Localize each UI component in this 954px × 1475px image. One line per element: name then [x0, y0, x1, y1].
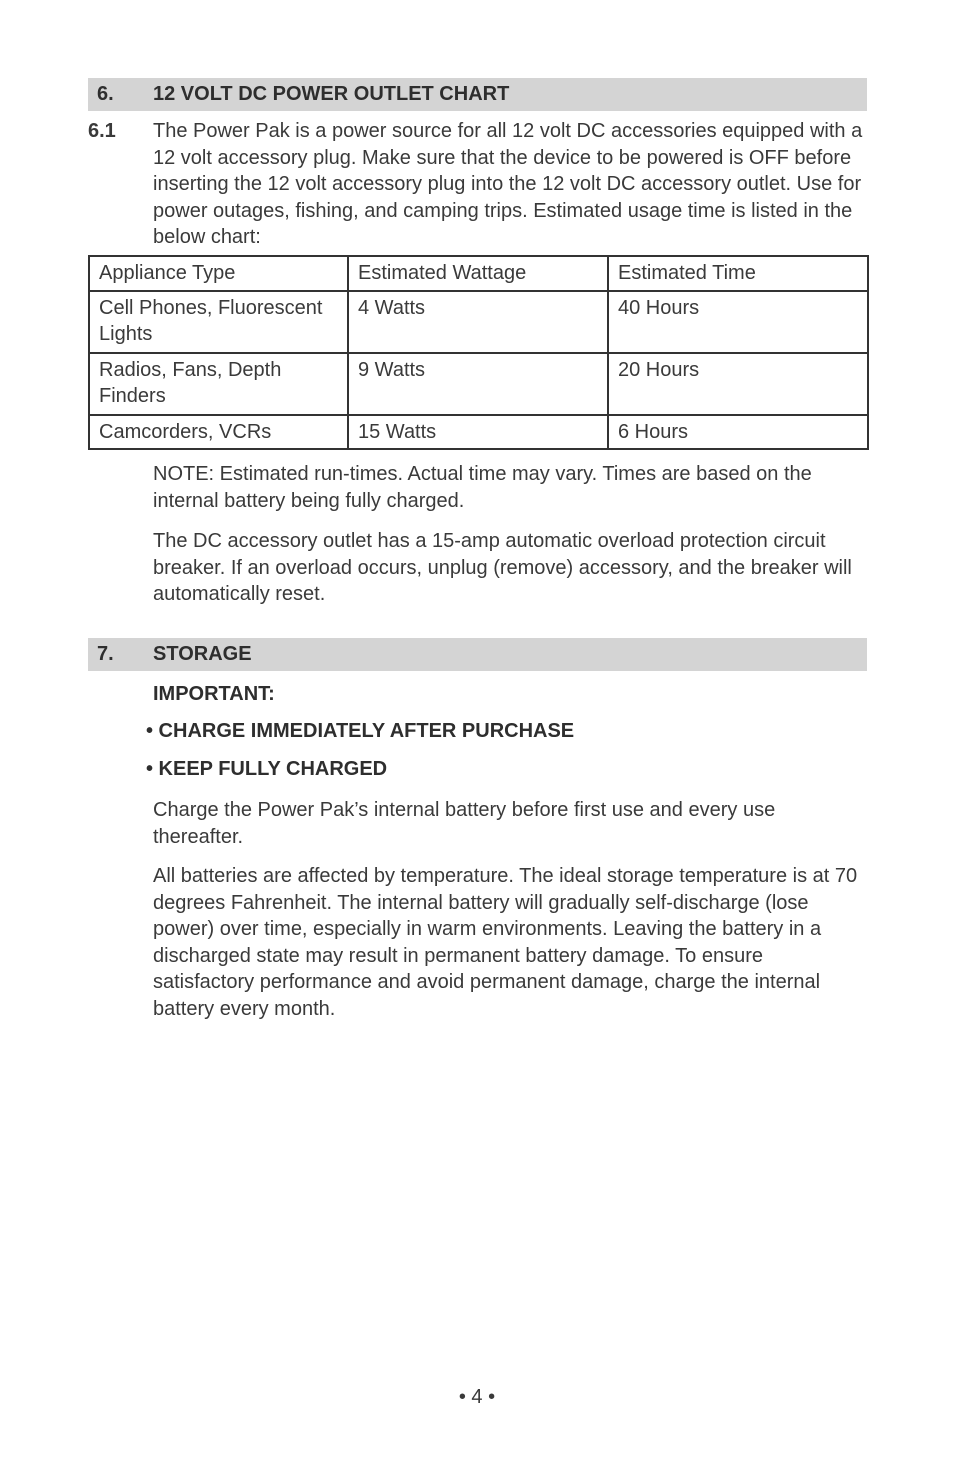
storage-paragraph-1: Charge the Power Pak’s internal battery before first use and every use thereafter.: [153, 799, 776, 848]
table-row: [89, 291, 868, 353]
table-cell-time: 40 Hours: [608, 291, 868, 353]
table-cell-time: 6 Hours: [608, 415, 868, 450]
header-estimated-time: Estimated Time: [608, 256, 868, 291]
section-6-header: [88, 78, 867, 111]
page-number: • 4 •: [458, 1386, 496, 1408]
table-cell-wattage: 9 Watts: [348, 353, 608, 415]
storage-paragraph-2: All batteries are affected by temperature. The ideal storage temperature is at 70 degrees Fahrenheit. The internal battery will gradually self-discharge (lose power) over time, especially in warm environments. Leaving the battery in a discharged state may result in permanent battery damage. To ensure satisfactory performance and avoid permanent damage, charge the internal battery every month.: [153, 865, 858, 1020]
table-cell-appliance: Radios, Fans, Depth Finders: [89, 353, 348, 415]
paragraph-6-1-number: 6.1: [88, 120, 116, 142]
table-row: [89, 415, 868, 450]
power-outlet-chart: [88, 255, 869, 450]
bullet-keep-charged: • KEEP FULLY CHARGED: [146, 758, 388, 780]
section-7-title: STORAGE: [153, 643, 252, 665]
paragraph-6-1-intro: The Power Pak is a power source for all 12 volt DC accessories equipped with a 12 volt accessory plug. Make sure that the device to be powered is OFF before inserting the 12 volt accessory plug into the 12 volt DC accessory outlet. Use for power outages, fishing, and camping trips. Estimated usage time is listed in the below chart:: [153, 120, 863, 248]
header-estimated-wattage: Estimated Wattage: [348, 256, 608, 291]
table-row: [89, 353, 868, 415]
table-cell-time: 20 Hours: [608, 353, 868, 415]
table-cell-wattage: 15 Watts: [348, 415, 608, 450]
section-6-title: 12 VOLT DC POWER OUTLET CHART: [153, 83, 510, 105]
section-7-number: 7.: [97, 643, 114, 665]
section-6-number: 6.: [97, 83, 114, 105]
table-header-row: [89, 256, 868, 291]
header-appliance-type: Appliance Type: [89, 256, 348, 291]
breaker-paragraph: The DC accessory outlet has a 15-amp automatic overload protection circuit breaker. If an overload occurs, unplug (remove) accessory, and the breaker will automatically reset.: [153, 530, 852, 605]
table-cell-wattage: 4 Watts: [348, 291, 608, 353]
section-7-header: [88, 638, 867, 671]
important-label: IMPORTANT:: [153, 683, 275, 705]
bullet-charge-immediately: • CHARGE IMMEDIATELY AFTER PURCHASE: [146, 720, 575, 742]
table-cell-appliance: Camcorders, VCRs: [89, 415, 348, 450]
table-cell-appliance: Cell Phones, Fluorescent Lights: [89, 291, 348, 353]
run-time-note: NOTE: Estimated run-times. Actual time may vary. Times are based on the internal battery being fully charged.: [153, 463, 812, 512]
